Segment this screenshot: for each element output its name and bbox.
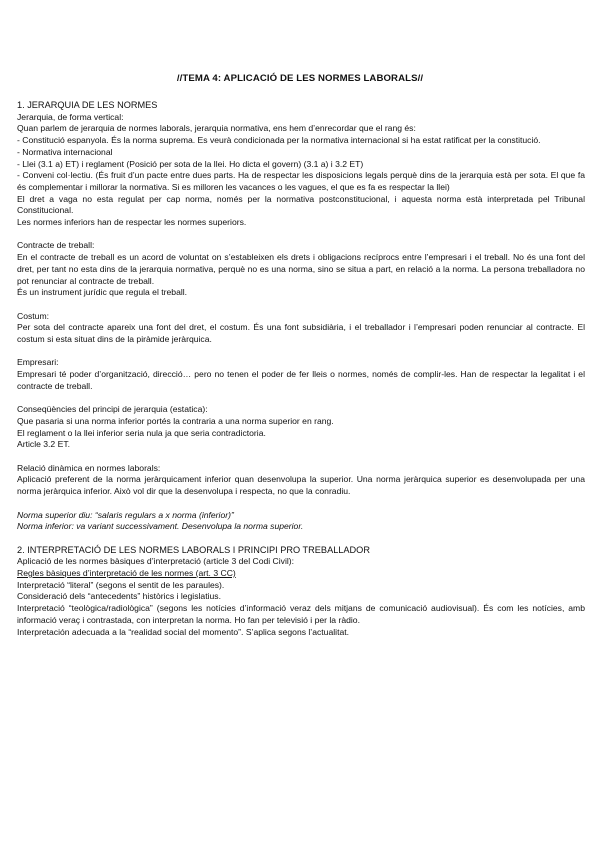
section-costum bbox=[17, 311, 585, 346]
list-item: - Normativa internacional bbox=[17, 146, 113, 157]
paragraph: És un instrument jurídic que regula el treball. bbox=[17, 287, 188, 298]
paragraph: Per sota del contracte apareix una font del dret, el costum. És una font subsidiària, i el treballador i l’empresari poden renunciar al contracte. El costum si esta situat dins de la piràmide jeràrquica. bbox=[17, 322, 585, 345]
list-item: - Llei (3.1 a) ET) i reglament (Posició per sota de la llei. Ho dicta el govern) (3.1 a) i 3.2 ET) bbox=[17, 158, 364, 169]
paragraph: En el contracte de treball es un acord de voluntat on s’estableixen els drets i obligacions recíprocs entre l’empresari i el treball. No és una font del dret, per tant no esta dins de la jerarquia normativa, perquè no es una norma, sino se situa a part, en relació a la norma. La persona treballadora no pot renunciar al contracte de treball. bbox=[17, 252, 585, 286]
paragraph-line: Consideració dels “antecedents” històrics i legislatius. bbox=[17, 591, 221, 602]
section-heading: Costum: bbox=[17, 310, 49, 321]
section-heading: 2. INTERPRETACIÓ DE LES NORMES LABORALS I PRINCIPI PRO TREBALLADOR bbox=[17, 544, 370, 555]
section-dinamica bbox=[17, 463, 585, 533]
list-item: - Conveni col·lectiu. (És fruit d’un pacte entre dues parts. Ha de respectar les disposicions legals perquè dins de la jerarquia està per sota. El que fa és complementar i millorar la normativa. Si es milloren les vacances o les vagues, el que es fa es respectar la llei) bbox=[17, 170, 585, 192]
subheading: Aplicació de les normes bàsiques d’interpretació (article 3 del Codi Civil): bbox=[17, 556, 295, 567]
section-interpretacio bbox=[17, 545, 585, 639]
paragraph-line: Interpretació “teològica/radiològica” (segons les notícies d’informació veraz dels mitjans de comunicació audiovisual). És com les notícies, amb informació veraç i contrastada, con interpretan la norma. Ho fan per televisió i per la ràdio. bbox=[17, 603, 585, 625]
list-item: - Constitució espanyola. És la norma suprema. Es veurà condicionada per la normativa internacional si ha estat ratificat per la constitució. bbox=[17, 135, 541, 146]
section-heading: Contracte de treball: bbox=[17, 240, 95, 251]
paragraph: Empresari té poder d’organització, direcció… pero no tenen el poder de fer lleis o normes, només de complir-les. Han de respectar la legalitat i el contracte de treball. bbox=[17, 369, 585, 391]
section-heading: Relació dinàmica en normes laborals: bbox=[17, 462, 161, 473]
paragraph-line: Interpretación adecuada a la “realidad social del momento”. S’aplica segons l’actualitat. bbox=[17, 626, 350, 637]
paragraph: El dret a vaga no esta regulat per cap norma, només per la normativa postconstitucional, i aquesta norma està interpretada pel Tribunal Constitucional. bbox=[17, 193, 585, 216]
subheading: Jerarquia, de forma vertical: bbox=[17, 111, 124, 122]
paragraph-line: El reglament o la llei inferior seria nula ja que seria contradictoria. bbox=[17, 427, 266, 438]
paragraph-line: Interpretació “literal” (segons el sentit de les paraules). bbox=[17, 579, 225, 590]
section-heading: Conseqüències del principi de jerarquia (estatica): bbox=[17, 404, 208, 415]
document-body bbox=[17, 100, 585, 638]
page-title: //TEMA 4: APLICACIÓ DE LES NORMES LABORALS// bbox=[176, 73, 424, 84]
section-heading: Empresari: bbox=[17, 357, 59, 368]
underlined-heading: Regles bàsiques d’interpretació de les normes (art. 3 CC) bbox=[17, 568, 236, 579]
section-empresari bbox=[17, 357, 585, 392]
section-jerarquia bbox=[17, 100, 585, 229]
paragraph: Aplicació preferent de la norma jeràrquicament inferior quan desenvolupa la superior. Una norma jeràrquica superior es desenvolupada per una norma jeràrquica inferior. Això vol dir que la desenvolupa i respecta, no que la conradiu. bbox=[17, 474, 585, 497]
section-consequencies bbox=[17, 404, 585, 451]
section-heading: 1. JERARQUIA DE LES NORMES bbox=[17, 100, 158, 110]
section-contracte bbox=[17, 240, 585, 299]
paragraph-line: Que pasaria si una norma inferior portés la contraria a una norma superior en rang. bbox=[17, 415, 334, 426]
italic-line: Norma inferior: va variant successivament. Desenvolupa la norma superior. bbox=[17, 521, 304, 532]
italic-line: Norma superior diu: “salaris regulars a x norma (inferior)” bbox=[17, 509, 234, 520]
paragraph: Quan parlem de jerarquia de normes laborals, jerarquia normativa, ens hem d’enrecordar que el rang és: bbox=[17, 123, 416, 134]
paragraph: Les normes inferiors han de respectar les normes superiors. bbox=[17, 217, 247, 228]
paragraph-line: Article 3.2 ET. bbox=[17, 439, 71, 450]
